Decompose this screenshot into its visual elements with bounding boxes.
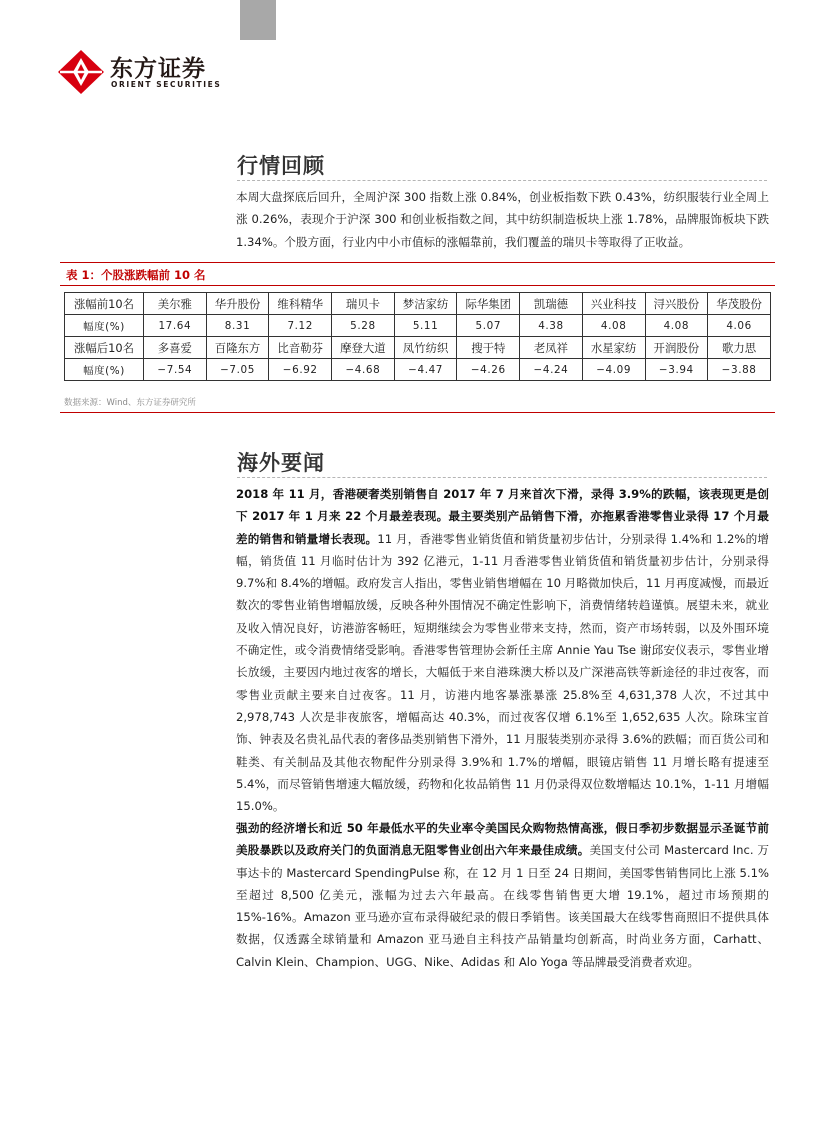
orient-logo-icon xyxy=(58,50,104,94)
table-source-note: 数据来源：Wind、东方证券研究所 xyxy=(64,398,196,408)
table-cell: 4.06 xyxy=(708,315,771,337)
table-cell: 17.64 xyxy=(144,315,207,337)
table-cell: 5.07 xyxy=(457,315,520,337)
table-cell: 凤竹纺织 xyxy=(394,337,457,359)
table-cell: 摩登大道 xyxy=(332,337,395,359)
section-title-overseas-news: 海外要闻 xyxy=(237,451,325,475)
table-cell: −7.05 xyxy=(206,359,269,381)
table-cell: 4.08 xyxy=(645,315,708,337)
table-cell: 5.11 xyxy=(394,315,457,337)
table-cell: −3.94 xyxy=(645,359,708,381)
table-cell: −4.09 xyxy=(582,359,645,381)
market-review-paragraph: 本周大盘探底后回升，全周沪深 300 指数上涨 0.84%，创业板指数下跌 0.43%，纺织服装行业全周上涨 0.26%，表现介于沪深 300 和创业板指数之间，其中纺织制造板块上涨 1.78%，品牌服饰板块下跌 1.34%。个股方面，行业内中小市值标的涨幅靠前，我们覆盖的瑞贝卡等取得了正收益。 xyxy=(236,190,769,249)
table-cell: −3.88 xyxy=(708,359,771,381)
table-cell: 兴业科技 xyxy=(582,293,645,315)
caption-top-rule xyxy=(60,262,775,263)
logo-english-name: ORIENT SECURITIES xyxy=(111,80,222,89)
table-cell: 瑞贝卡 xyxy=(332,293,395,315)
section-title-market-review: 行情回顾 xyxy=(237,154,325,178)
table-row-header: 涨幅后10名 xyxy=(65,337,144,359)
table-cell: −7.54 xyxy=(144,359,207,381)
caption-bottom-rule xyxy=(60,285,775,286)
table-cell: 4.38 xyxy=(520,315,583,337)
table-cell: 维科精华 xyxy=(269,293,332,315)
table-cell: 5.28 xyxy=(332,315,395,337)
table-row-header: 涨幅前10名 xyxy=(65,293,144,315)
table-cell: 4.08 xyxy=(582,315,645,337)
table-cell: 华茂股份 xyxy=(708,293,771,315)
header-gray-bar xyxy=(240,0,276,40)
table-cell: 浔兴股份 xyxy=(645,293,708,315)
table-cell: 老凤祥 xyxy=(520,337,583,359)
us-holiday-headline: 强劲的经济增长和近 50 年最低水平的失业率令美国民众购物热情高涨，假日季初步数据显示圣诞节前美股暴跌以及政府关门的负面消息无阻零售业创出六年来最佳成绩。 xyxy=(236,821,769,858)
section-divider xyxy=(237,477,767,478)
section-divider xyxy=(237,180,767,181)
table-cell: 7.12 xyxy=(269,315,332,337)
stock-ranking-table xyxy=(64,292,771,381)
table-row xyxy=(65,293,771,315)
table-row xyxy=(65,337,771,359)
table-cell: 水星家纺 xyxy=(582,337,645,359)
table-cell: 美尔雅 xyxy=(144,293,207,315)
table-cell: 8.31 xyxy=(206,315,269,337)
table-cell: −4.26 xyxy=(457,359,520,381)
table-row xyxy=(65,359,771,381)
company-logo xyxy=(58,48,228,94)
hk-retail-body: 11 月，香港零售业销货值和销货量初步估计，分别录得 1.4%和 1.2%的增幅，销货值 11 月临时估计为 392 亿港元，1-11 月香港零售业销货值和销货量初步估计，分别录得 9.7%和 8.4%的增幅。政府发言人指出，零售业销售增幅在 10 月略微加快后，11 月再度减慢，而最近数次的零售业销售增幅放缓，反映各种外围情况不确定性影响下，消费情绪转趋谨慎。展望未来，就业及收入情况良好，访港游客畅旺，短期继续会为零售业带来支持，然而，资产市场转弱，以及外围环境不确定性，或令消费情绪受影响。香港零售管理协会新任主席 Annie Yau Tse 谢邱安仪表示，零售业增长放缓，主要因内地过夜客的增长，大幅低于来自港珠澳大桥以及广深港高铁等新途径的非过夜客，而零售业贡献主要来自过夜客。11 月，访港内地客暴涨暴涨 25.8%至 4,631,378 人次，不过其中 2,978,743 人次是非夜旅客，增幅高达 40.3%，而过夜客仅增 6.1%至 1,652,635 人次。除珠宝首饰、钟表及名贵礼品代表的奢侈品类别销售下滑外，11 月服装类别亦录得 3.6%的跌幅；而百货公司和鞋类、有关制品及其他衣物配件分别录得 3.9%和 1.7%的增幅，眼镜店销售 11 月增长略有提速至 5.4%，而尽管销售增速大幅放缓，药物和化妆品销售 11 月仍录得双位数增幅达 10.1%，1-11 月增幅 15.0%。 xyxy=(236,531,769,814)
table-cell: −6.92 xyxy=(269,359,332,381)
table-row-header: 幅度(%) xyxy=(65,359,144,381)
table-cell: 搜于特 xyxy=(457,337,520,359)
us-holiday-body: 美国支付公司 Mastercard Inc. 万事达卡的 Mastercard SpendingPulse 称，在 12 月 1 日至 24 日期间，美国零售销售同比上涨 5.1%至超过 8,500 亿美元，涨幅为过去六年最高。在线零售销售更大增 19.1%，超过市场预期的 15%-16%。Amazon 亚马逊亦宣布录得破纪录的假日季销售。该美国最大在线零售商照旧不提供具体数据，仅透露全球销量和 Amazon 亚马逊自主科技产品销量均创新高，时尚业务方面，Carhatt、Calvin Klein、Champion、UGG、Nike、Adidas 和 Alo Yoga 等品牌最受消费者欢迎。 xyxy=(236,843,769,969)
table-cell: 多喜爱 xyxy=(144,337,207,359)
table-cell: 华升股份 xyxy=(206,293,269,315)
hk-retail-headline: 2018 年 11 月，香港硬奢类别销售自 2017 年 7 月来首次下滑，录得 3.9%的跌幅，该表现更是创下 2017 年 1 月来 22 个月最差表现。最主要类别产品销售下滑，亦拖累香港零售业录得 17 个月最差的销售和销量增长表现。 xyxy=(236,487,769,546)
hk-retail-paragraph xyxy=(236,483,769,817)
table-bottom-rule xyxy=(60,412,775,413)
table-cell: 歌力思 xyxy=(708,337,771,359)
table-cell: −4.68 xyxy=(332,359,395,381)
table-cell: 比音勒芬 xyxy=(269,337,332,359)
table-row xyxy=(65,315,771,337)
table-caption: 表 1：个股涨跌幅前 10 名 xyxy=(66,268,206,282)
table-cell: 开润股份 xyxy=(645,337,708,359)
table-row-header: 幅度(%) xyxy=(65,315,144,337)
table-cell: −4.24 xyxy=(520,359,583,381)
table-cell: 际华集团 xyxy=(457,293,520,315)
table-cell: −4.47 xyxy=(394,359,457,381)
table-cell: 凯瑞德 xyxy=(520,293,583,315)
table-cell: 百隆东方 xyxy=(206,337,269,359)
us-holiday-paragraph xyxy=(236,817,769,973)
logo-chinese-name: 东方证券 xyxy=(110,56,206,82)
table-cell: 梦洁家纺 xyxy=(394,293,457,315)
